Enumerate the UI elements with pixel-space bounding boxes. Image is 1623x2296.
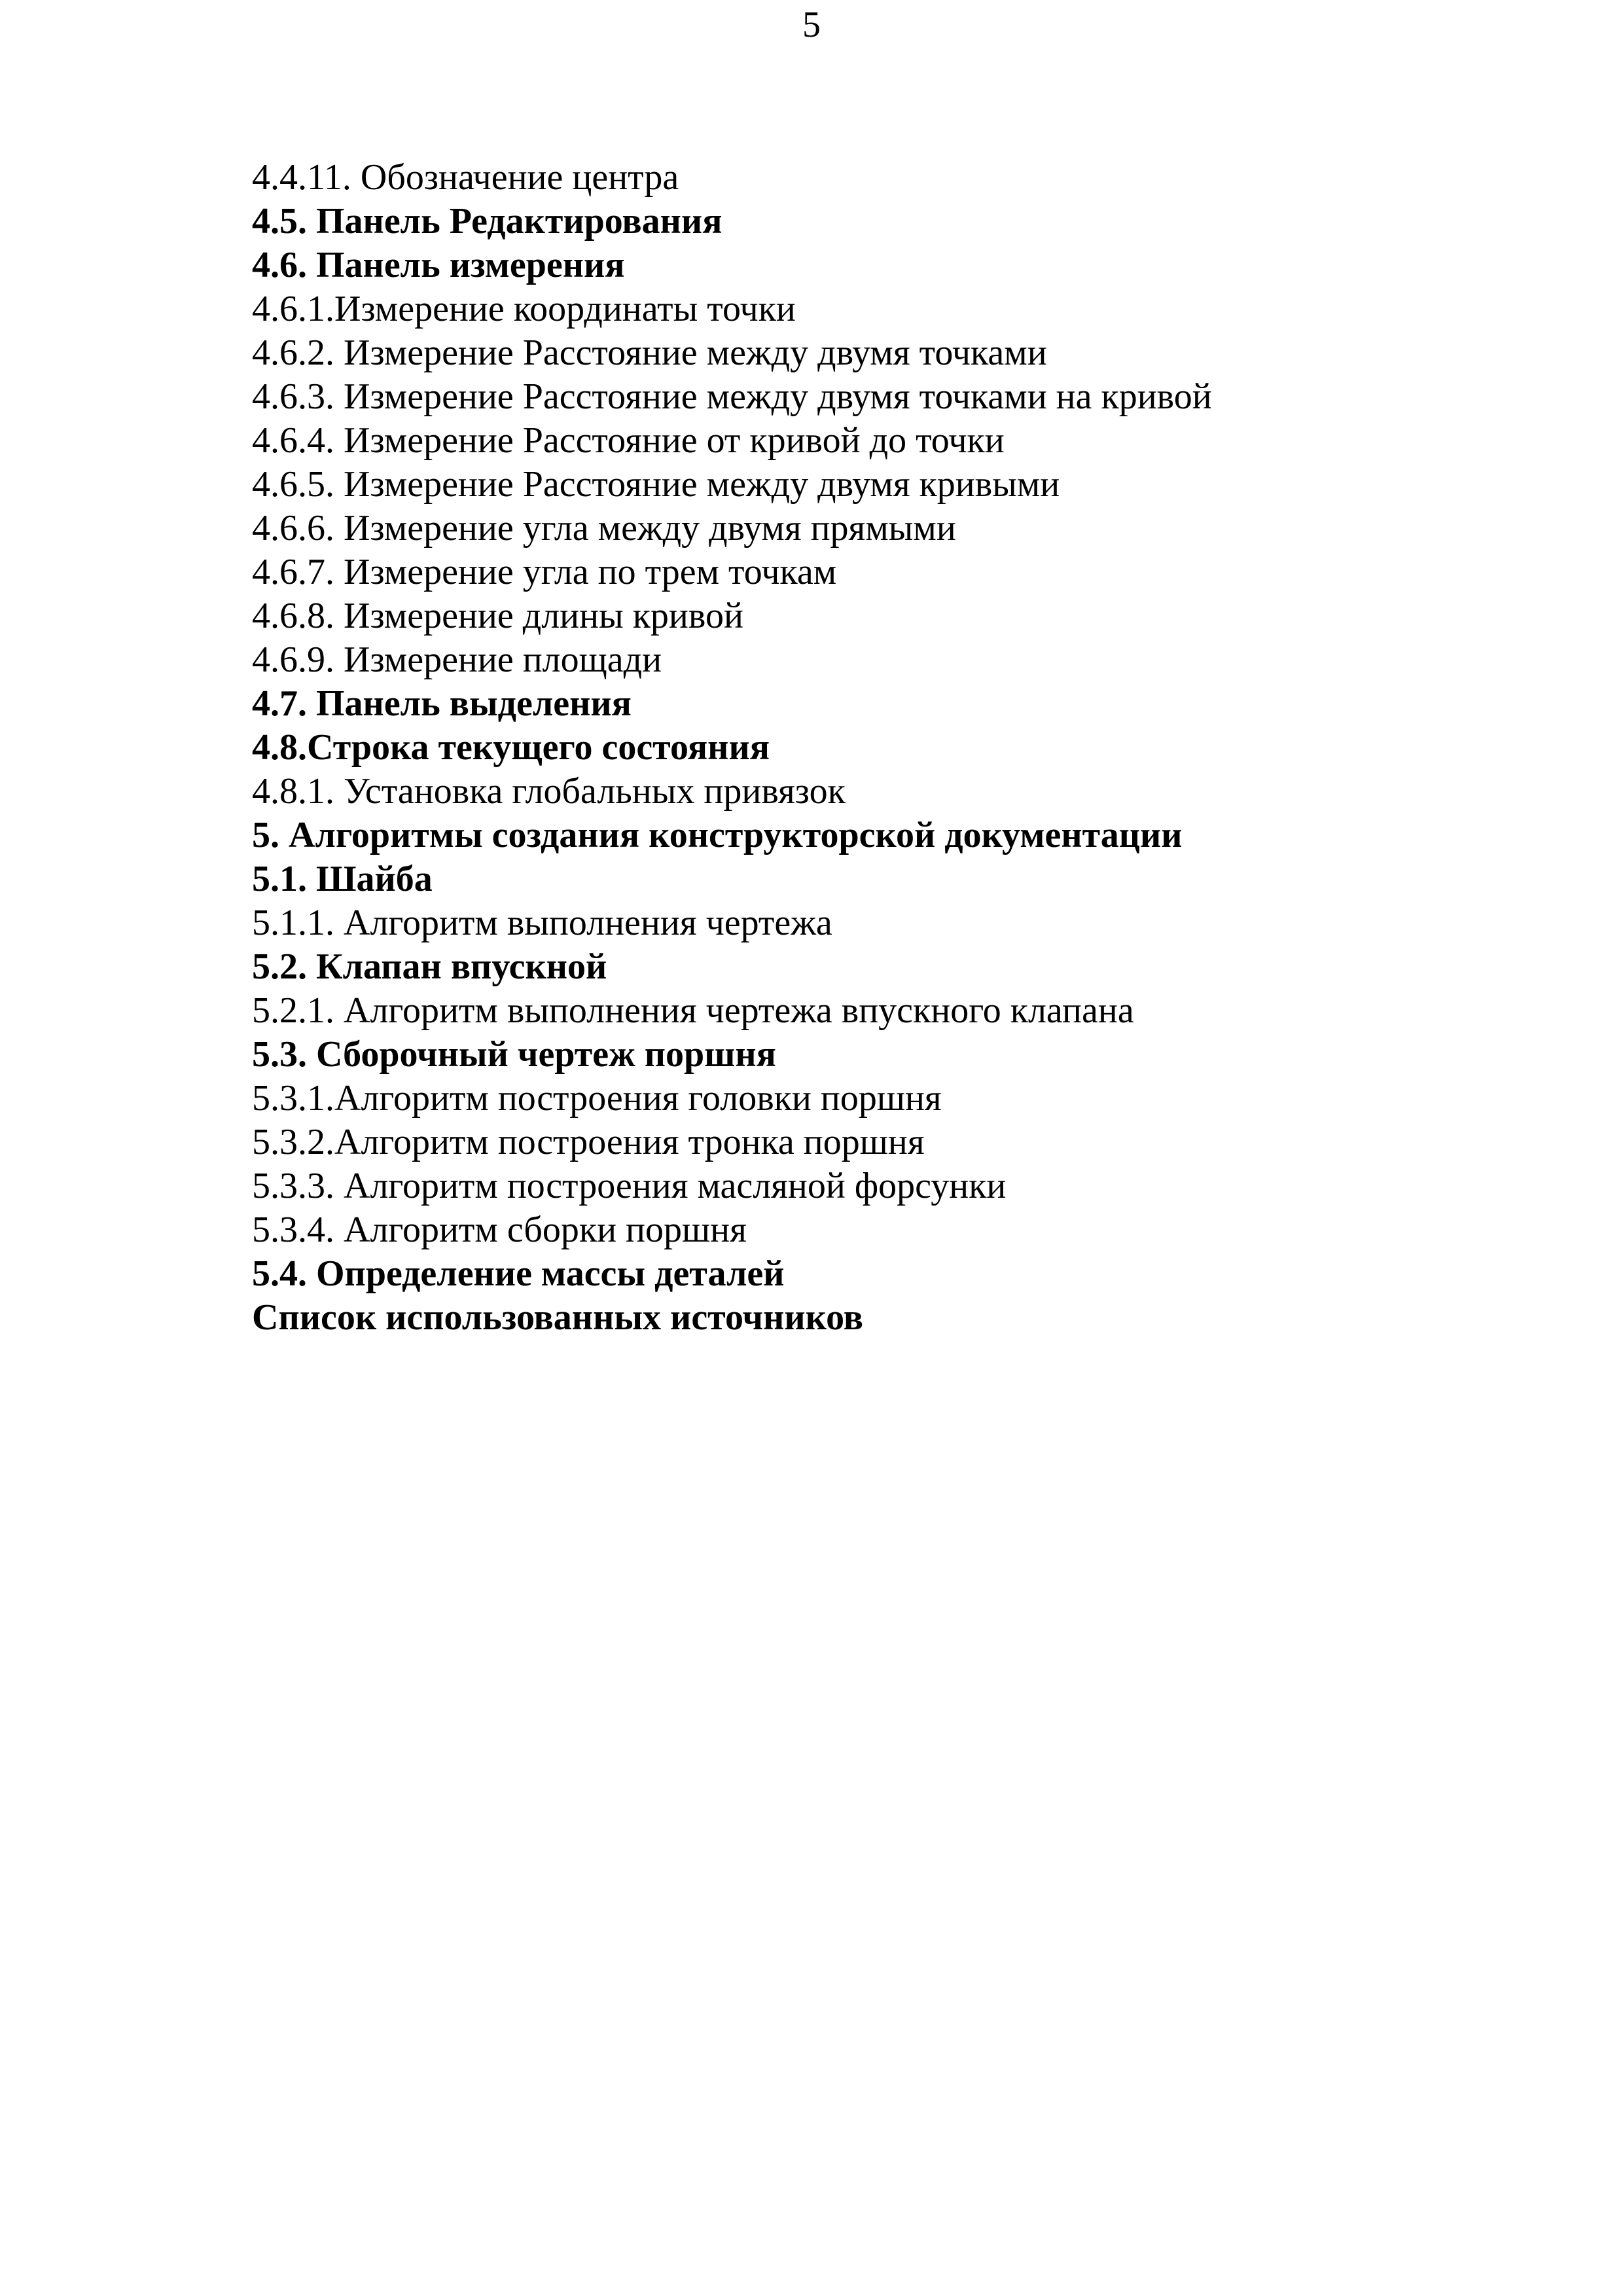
toc-entry: 4.6.4. Измерение Расстояние от кривой до точки [252, 420, 1005, 461]
toc-entry: 4.6. Панель измерения [252, 245, 625, 285]
toc-entry: 4.6.9. Измерение площади [252, 639, 662, 680]
toc-entry: 5.3. Сборочный чертеж поршня [252, 1034, 776, 1075]
toc-entry: 4.8.Строка текущего состояния [252, 727, 770, 768]
toc-entry: 5.3.2.Алгоритм построения тронка поршня [252, 1122, 925, 1162]
toc-entry: 4.8.1. Установка глобальных привязок [252, 771, 846, 812]
toc-entry: 4.6.5. Измерение Расстояние между двумя кривыми [252, 464, 1060, 505]
toc-entry: 5.2. Клапан впускной [252, 946, 607, 987]
page-number: 5 [802, 5, 821, 45]
toc-entry: Список использованных источников [252, 1297, 863, 1338]
toc-entry: 5. Алгоритмы создания конструкторской документации [252, 815, 1183, 855]
toc-entry: 4.6.3. Измерение Расстояние между двумя точками на кривой [252, 376, 1212, 417]
toc-entry: 5.3.3. Алгоритм построения масляной форсунки [252, 1166, 1007, 1206]
toc-entry: 5.1. Шайба [252, 859, 433, 899]
toc-entry: 4.6.8. Измерение длины кривой [252, 596, 743, 636]
toc-entry: 5.3.1.Алгоритм построения головки поршня [252, 1078, 942, 1119]
table-of-contents [252, 156, 1495, 1340]
toc-entry: 5.1.1. Алгоритм выполнения чертежа [252, 903, 832, 943]
toc-entry: 4.6.6. Измерение угла между двумя прямыми [252, 508, 956, 548]
toc-entry: 4.6.1.Измерение координаты точки [252, 289, 796, 329]
toc-entry: 5.4. Определение массы деталей [252, 1253, 785, 1294]
toc-entry: 4.7. Панель выделения [252, 683, 632, 724]
toc-entry: 5.2.1. Алгоритм выполнения чертежа впускного клапана [252, 990, 1134, 1031]
toc-entry: 4.6.2. Измерение Расстояние между двумя точками [252, 332, 1047, 373]
toc-entry: 5.3.4. Алгоритм сборки поршня [252, 1210, 747, 1250]
toc-entry: 4.6.7. Измерение угла по трем точкам [252, 552, 837, 592]
toc-entry: 4.4.11. Обозначение центра [252, 157, 679, 198]
toc-entry: 4.5. Панель Редактирования [252, 201, 722, 242]
